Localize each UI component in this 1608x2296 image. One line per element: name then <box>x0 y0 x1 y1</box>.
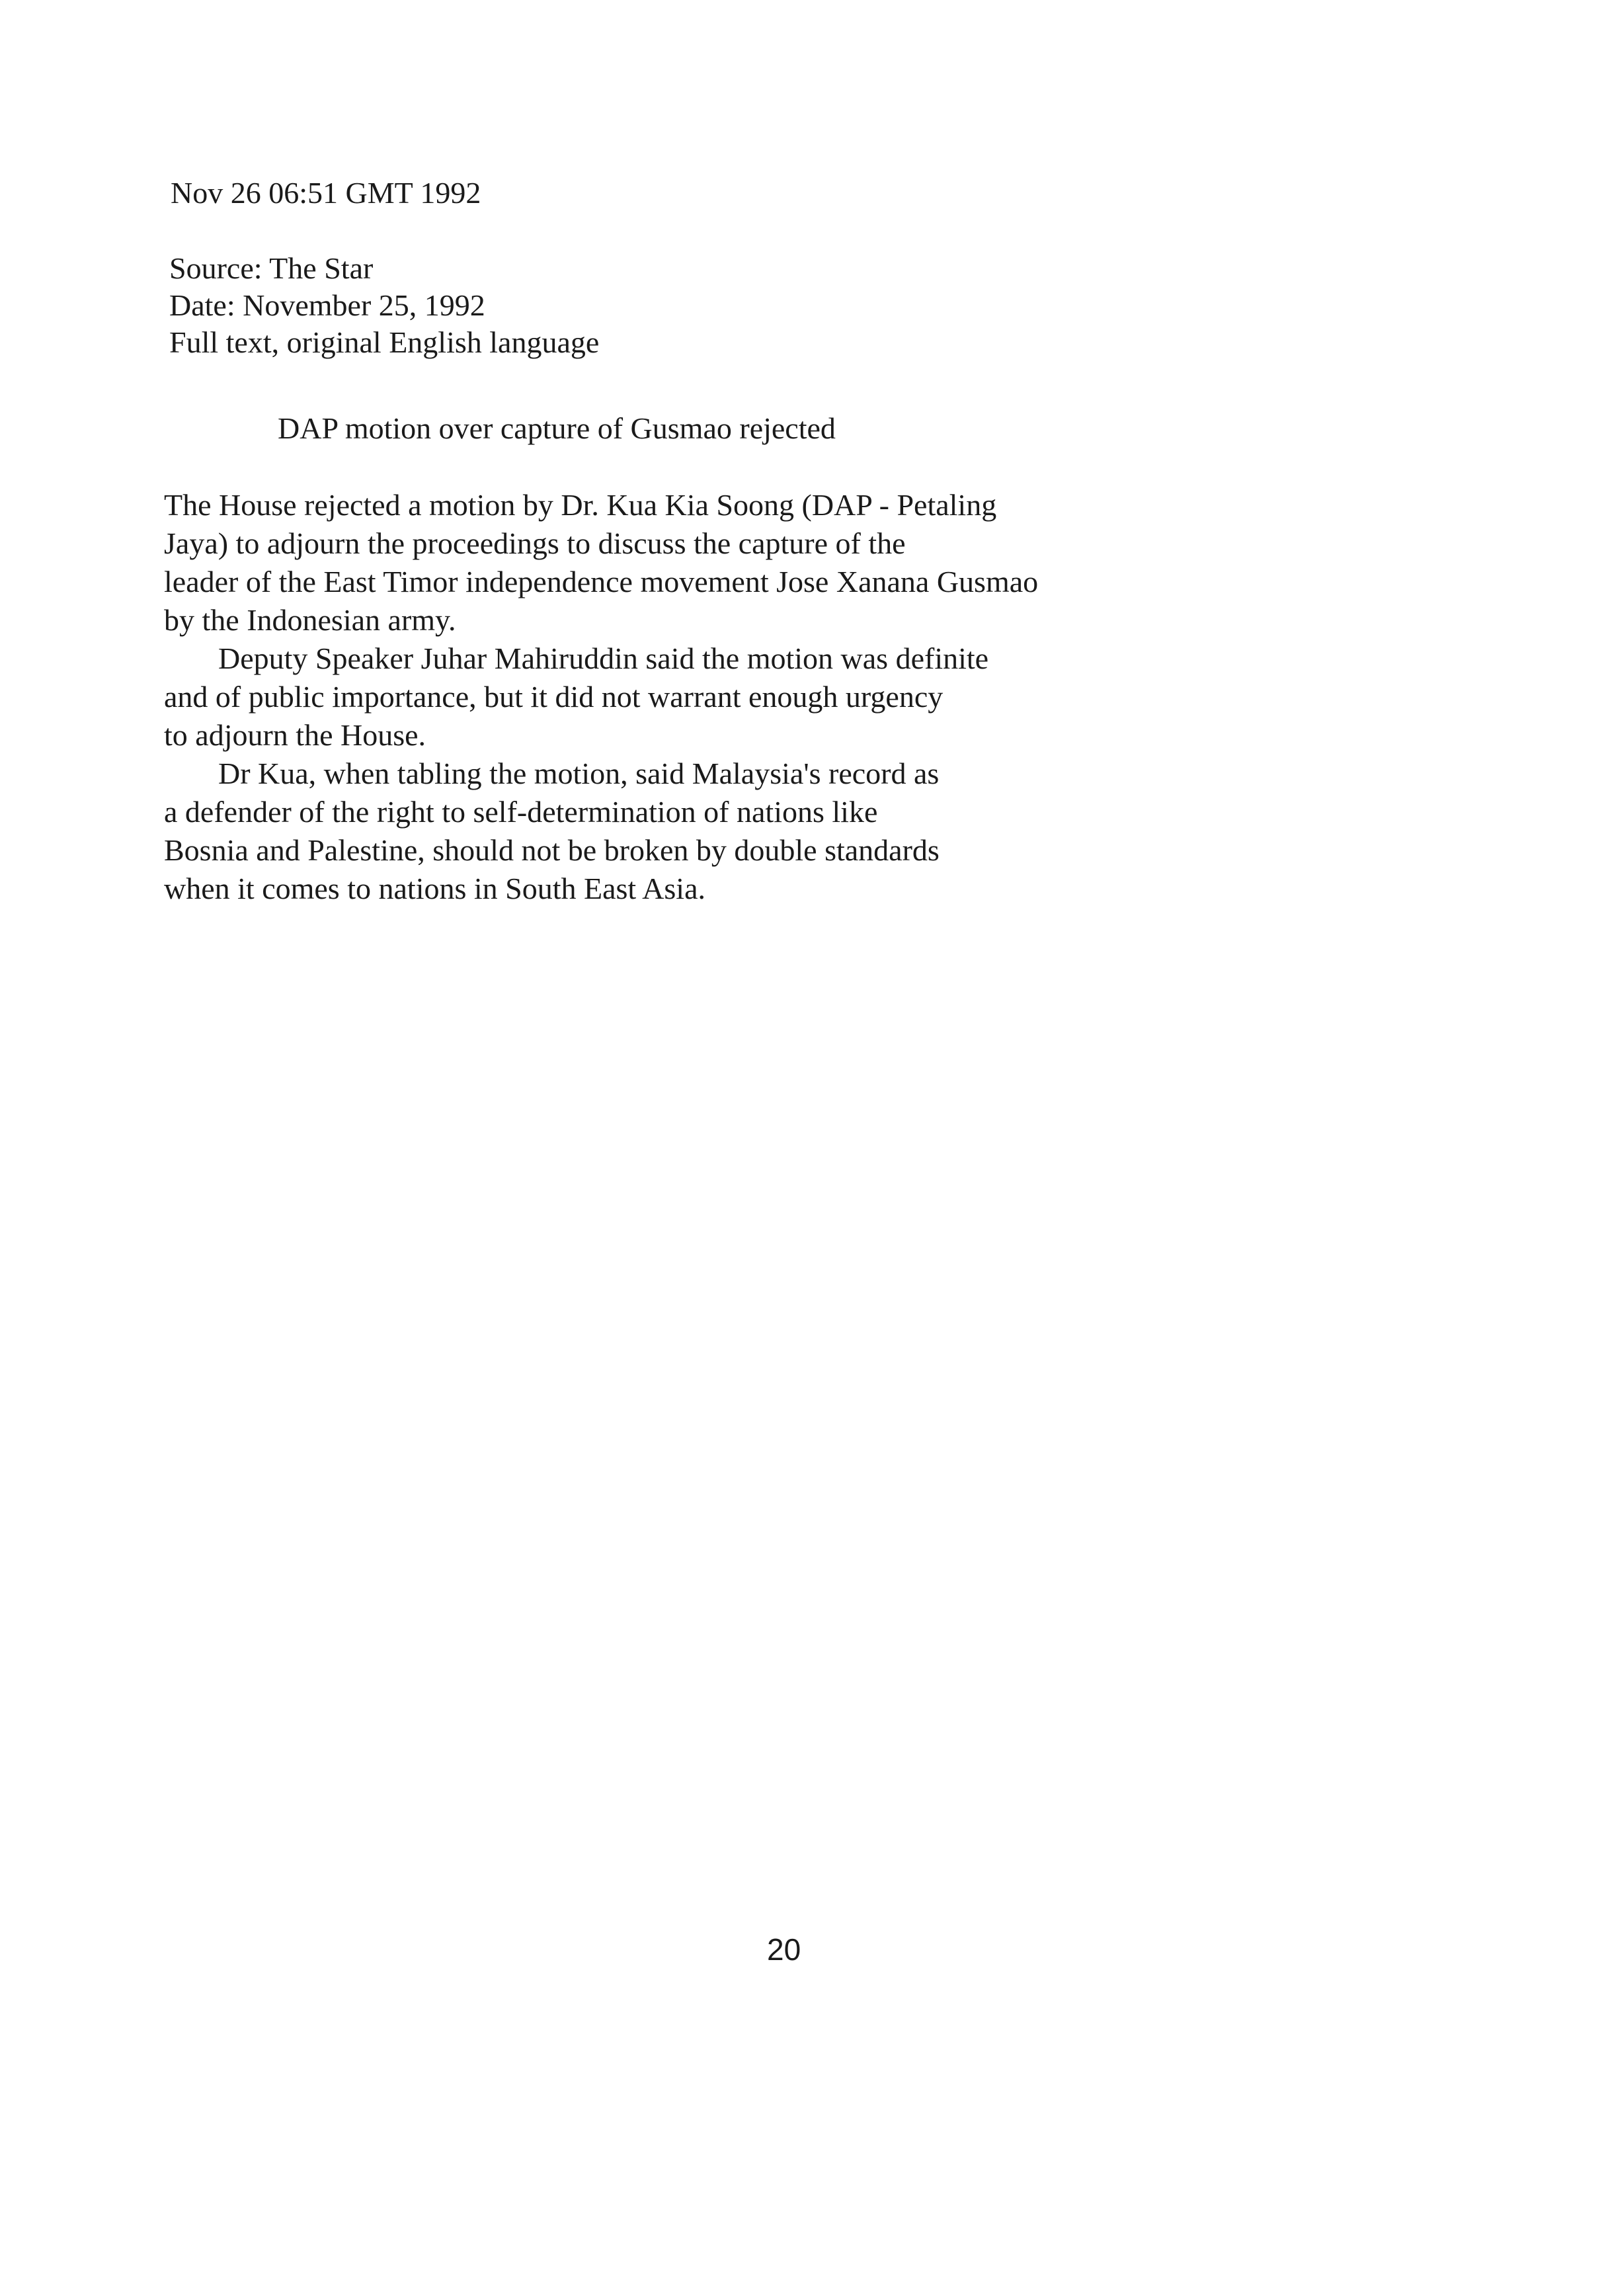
body-line: leader of the East Timor independence movement Jose Xanana Gusmao <box>164 565 1039 598</box>
body-line: a defender of the right to self-determination of nations like <box>164 795 878 829</box>
date-line: Date: November 25, 1992 <box>169 288 485 322</box>
body-line: to adjourn the House. <box>164 718 426 752</box>
body-line: The House rejected a motion by Dr. Kua Kia Soong (DAP - Petaling <box>164 488 997 522</box>
source-metadata <box>169 250 599 361</box>
body-line: by the Indonesian army. <box>164 603 456 637</box>
body-line: Deputy Speaker Juhar Mahiruddin said the motion was definite <box>218 641 989 675</box>
body-line: Jaya) to adjourn the proceedings to discuss the capture of the <box>164 526 906 560</box>
language-note: Full text, original English language <box>169 325 600 359</box>
body-line: Bosnia and Palestine, should not be broken by double standards <box>164 833 940 867</box>
article-body <box>164 486 1038 908</box>
source-line: Source: The Star <box>169 251 374 285</box>
body-line: and of public importance, but it did not warrant enough urgency <box>164 680 944 714</box>
dateline: Nov 26 06:51 GMT 1992 <box>171 176 481 210</box>
article-headline: DAP motion over capture of Gusmao rejected <box>278 411 836 445</box>
body-line: Dr Kua, when tabling the motion, said Malaysia's record as <box>218 757 940 790</box>
page-number: 20 <box>767 1932 801 1967</box>
body-line: when it comes to nations in South East Asia. <box>164 872 705 905</box>
